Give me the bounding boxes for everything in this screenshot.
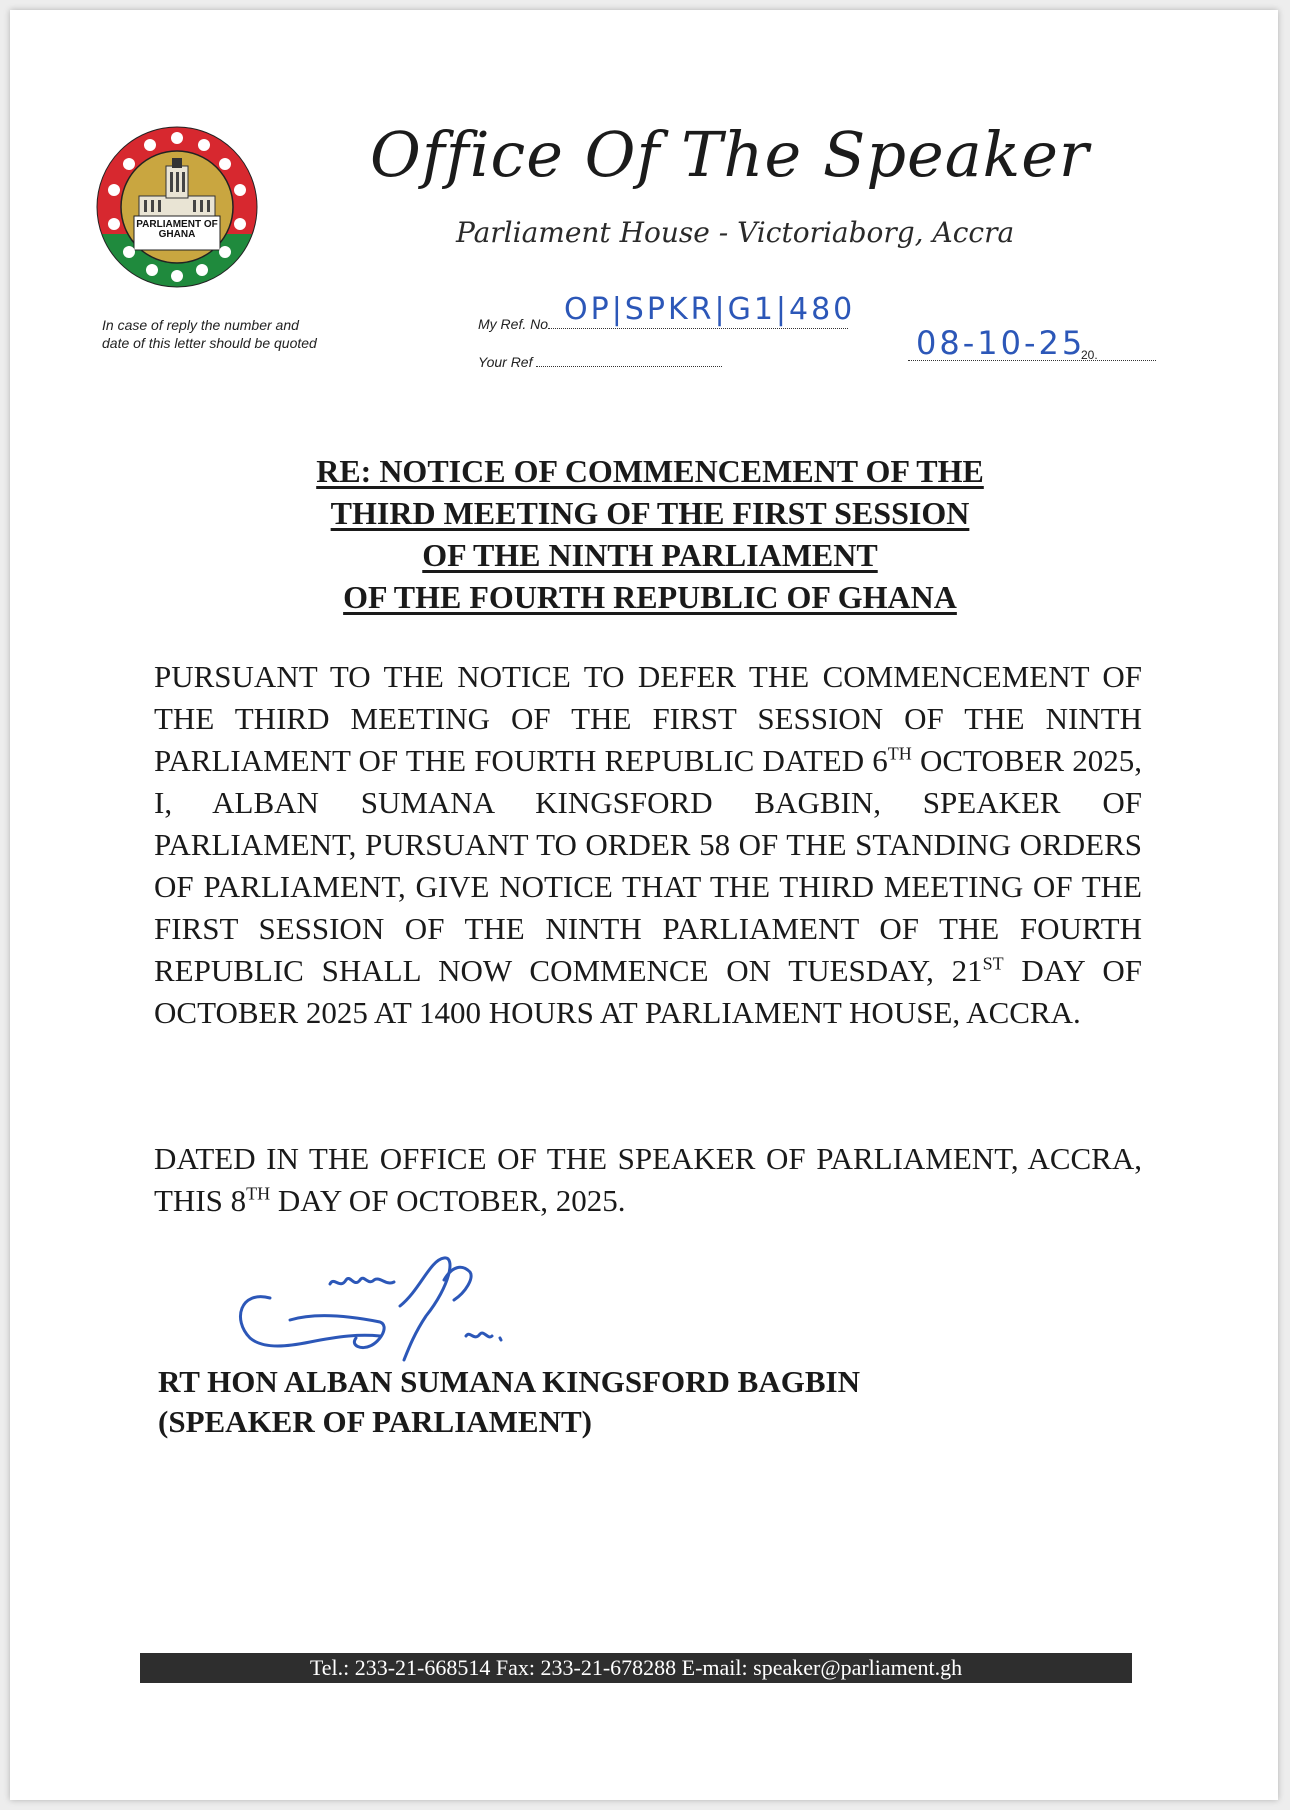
parliament-seal-logo	[94, 124, 260, 290]
signatory-name: RT HON ALBAN SUMANA KINGSFORD BAGBIN	[158, 1364, 860, 1399]
heading-line-1: RE: NOTICE OF COMMENCEMENT OF THE	[316, 453, 984, 489]
signatory-title: (SPEAKER OF PARLIAMENT)	[158, 1404, 592, 1439]
paragraph-text-part: DAY OF OCTOBER, 2025.	[270, 1183, 626, 1218]
paragraph-text-part: DATED IN THE OFFICE OF THE SPEAKER OF PARLIAMENT, ACCRA, THIS 8	[154, 1141, 1142, 1218]
seal-graphic	[94, 124, 260, 290]
ordinal-suffix: TH	[246, 1183, 271, 1204]
letterhead-address: Parliament House - Victoriaborg, Accra	[456, 216, 1015, 249]
dated-paragraph	[154, 1138, 1142, 1222]
contact-footer-bar: Tel.: 233-21-668514 Fax: 233-21-678288 E-mail: speaker@parliament.gh	[140, 1653, 1132, 1683]
letterhead-title: Office Of The Speaker	[370, 118, 1090, 191]
signatory-block	[158, 1362, 1058, 1442]
date-handwritten: 08-10-25	[916, 324, 1086, 362]
notice-paragraph	[154, 656, 1142, 1034]
ordinal-suffix: ST	[982, 953, 1004, 974]
ordinal-suffix: TH	[887, 743, 912, 764]
notice-heading	[160, 450, 1140, 618]
letter-page	[10, 10, 1278, 1800]
heading-line-2: THIRD MEETING OF THE FIRST SESSION	[330, 495, 970, 531]
paragraph-text-part: OCTOBER 2025, I, ALBAN SUMANA KINGSFORD BAGBIN, SPEAKER OF PARLIAMENT, PURSUANT TO ORDER 58 OF THE STANDING ORDERS OF PARLIAMENT, GIVE NOTICE THAT THE THIRD MEETING OF THE FIRST SESSION OF THE NINTH PARLIAMENT OF THE FOURTH REPUBLIC SHALL NOW COMMENCE ON TUESDAY, 21	[154, 743, 1142, 988]
your-ref-row	[478, 354, 722, 370]
date-printed-prefix: 20.	[1081, 348, 1098, 362]
seal-text: PARLIAMENT OF GHANA	[136, 219, 218, 240]
paragraph-text-part: DAY OF OCTOBER 2025 AT 1400 HOURS AT PARLIAMENT HOUSE, ACCRA.	[154, 953, 1143, 1030]
my-ref-label: My Ref. No	[478, 316, 549, 332]
reply-instruction-note: In case of reply the number and date of this letter should be quoted	[102, 317, 317, 351]
handwritten-signature	[230, 1250, 570, 1370]
signature-graphic	[230, 1250, 570, 1370]
my-ref-handwritten: OP|SPKR|G1|480	[564, 292, 856, 327]
your-ref-label: Your Ref	[478, 354, 533, 370]
heading-line-3: OF THE NINTH PARLIAMENT	[422, 537, 878, 573]
paragraph-text-part: PURSUANT TO THE NOTICE TO DEFER THE COMMENCEMENT OF THE THIRD MEETING OF THE FIRST SESSION OF THE NINTH PARLIAMENT OF THE FOURTH REPUBLIC DATED 6	[154, 659, 1142, 778]
heading-line-4: OF THE FOURTH REPUBLIC OF GHANA	[343, 579, 957, 615]
